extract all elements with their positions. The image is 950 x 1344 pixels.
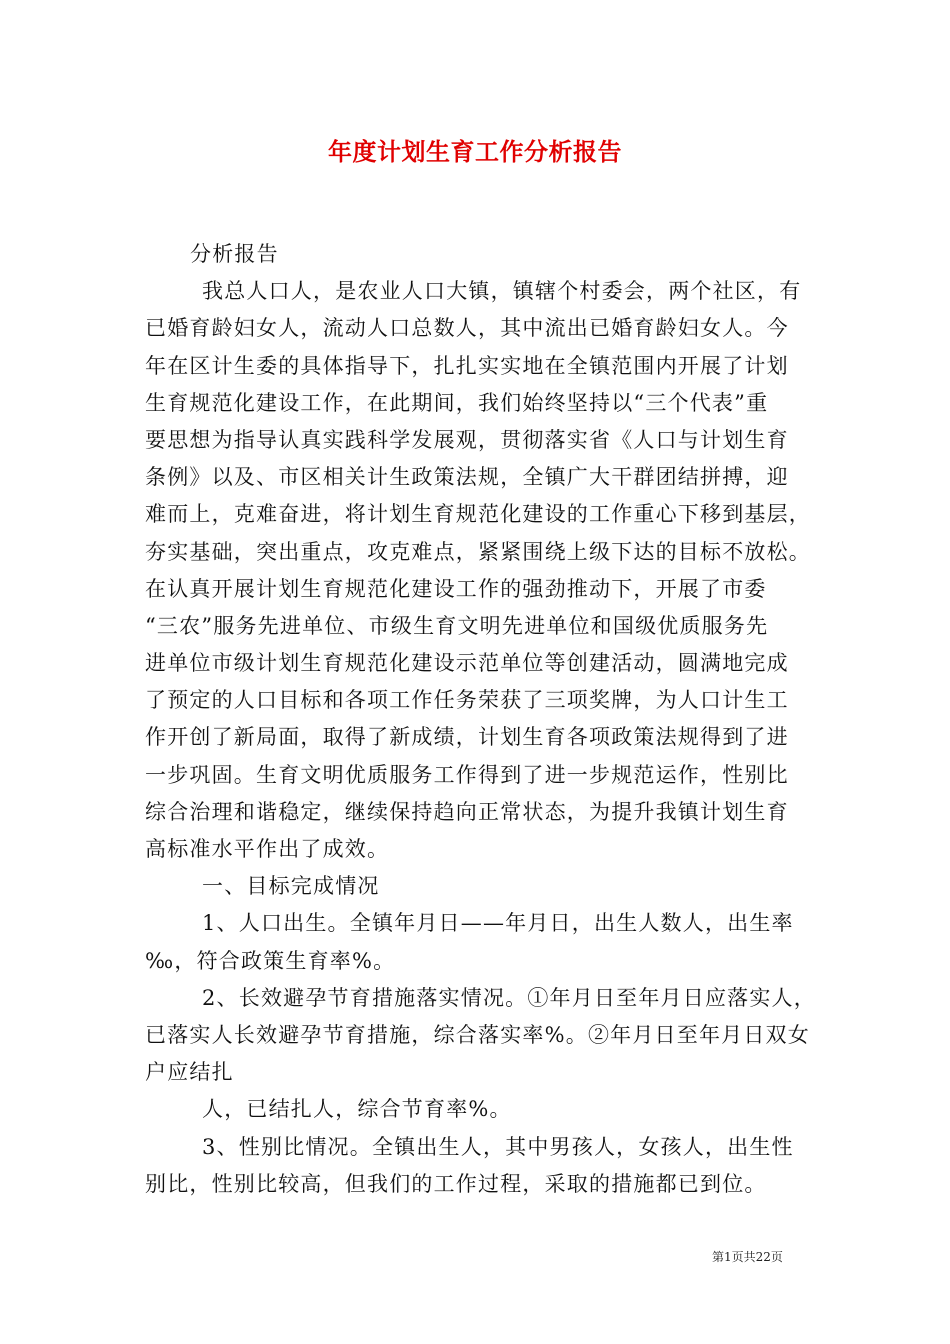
text-line: 一步巩固。生育文明优质服务工作得到了进一步规范运作，性别比 <box>145 762 789 787</box>
document-title: 年度计划生育工作分析报告 <box>328 138 622 166</box>
paragraph <box>145 273 825 868</box>
paragraph <box>145 868 825 905</box>
text-line: 已婚育龄妇女人，流动人口总数人，其中流出已婚育龄妇女人。今 <box>145 316 789 341</box>
text-line: 已落实人长效避孕节育措施，综合落实率%。②年月日至年月日双女 <box>145 1022 810 1047</box>
text-line: 作开创了新局面，取得了新成绩，计划生育各项政策法规得到了进 <box>145 725 789 750</box>
text-line: ‰，符合政策生育率%。 <box>145 948 396 973</box>
text-line: 进单位市级计划生育规范化建设示范单位等创建活动，圆满地完成 <box>145 651 789 676</box>
text-line: 2、长效避孕节育措施落实情况。①年月日至年月日应落实人， <box>202 985 816 1010</box>
text-line: 高标准水平作出了成效。 <box>145 837 390 861</box>
text-line: 别比，性别比较高，但我们的工作过程，采取的措施都已到位。 <box>145 1171 767 1196</box>
text-line: 户应结扎 <box>145 1060 234 1085</box>
text-line: 综合治理和谐稳定，继续保持趋向正常状态，为提升我镇计划生育 <box>145 799 789 824</box>
paragraph <box>145 1091 825 1128</box>
text-line: 难而上，克难奋进，将计划生育规范化建设的工作重心下移到基层， <box>145 502 811 527</box>
paragraph <box>145 980 825 1092</box>
text-line: 在认真开展计划生育规范化建设工作的强劲推动下，开展了市委 <box>145 576 767 601</box>
text-line: 条例》以及、市区相关计生政策法规，全镇广大干群团结拼搏，迎 <box>145 465 789 490</box>
text-line: 夯实基础，突出重点，攻克难点，紧紧围绕上级下达的目标不放松。 <box>145 539 811 564</box>
paragraph <box>145 1129 825 1203</box>
text-line: 了预定的人口目标和各项工作任务荣获了三项奖牌，为人口计生工 <box>145 688 789 713</box>
text-line: “三农”服务先进单位、市级生育文明先进单位和国级优质服务先 <box>145 613 769 638</box>
text-line: 要思想为指导认真实践科学发展观，贯彻落实省《人口与计划生育 <box>145 427 789 452</box>
text-line: 一、目标完成情况 <box>202 874 380 899</box>
text-line: 3、性别比情况。全镇出生人，其中男孩人，女孩人，出生性 <box>202 1134 794 1159</box>
page-number: 第1页共22页 <box>712 1250 783 1264</box>
text-line: 生育规范化建设工作，在此期间，我们始终坚持以“三个代表”重 <box>145 390 769 415</box>
document-body <box>145 236 825 1203</box>
text-line: 人，已结扎人，综合节育率%。 <box>202 1097 512 1122</box>
text-line: 我总人口人，是农业人口大镇，镇辖个村委会，两个社区，有 <box>202 279 802 304</box>
paragraph <box>145 905 825 979</box>
text-line: 分析报告 <box>190 242 279 266</box>
paragraph <box>145 236 825 273</box>
text-line: 年在区计生委的具体指导下，扎扎实实地在全镇范围内开展了计划 <box>145 353 789 378</box>
text-line: 1、人口出生。全镇年月日——年月日，出生人数人，出生率 <box>202 911 794 936</box>
